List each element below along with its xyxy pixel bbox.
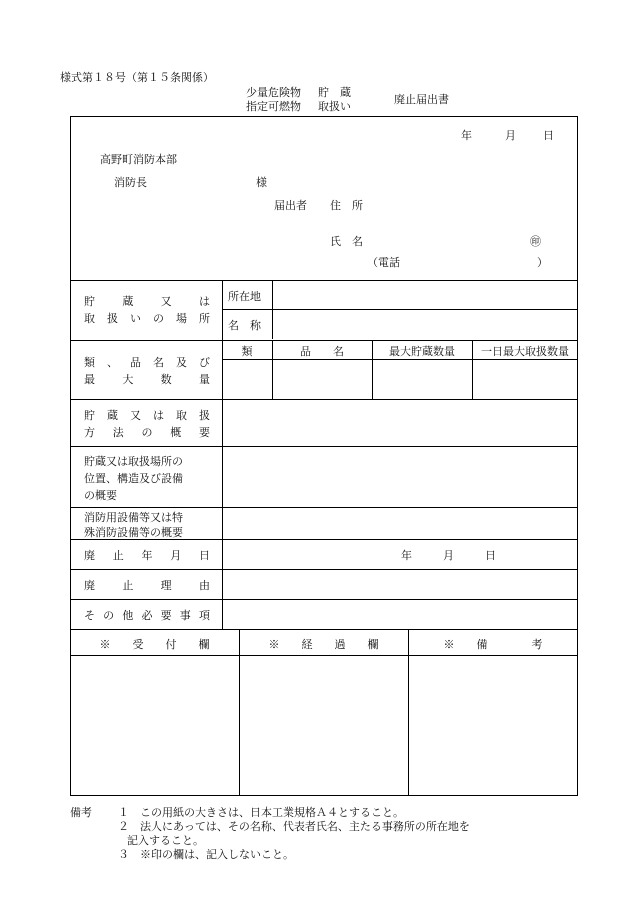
product-name-value[interactable]: [274, 362, 370, 397]
location-label: 所在地: [228, 290, 261, 303]
note-num: ３: [118, 848, 129, 861]
title-kind-1: 少量危険物: [246, 86, 301, 99]
remarks-header: ※ 備 考: [443, 638, 543, 651]
type-label-line2: 最 大 数 量: [84, 373, 210, 386]
address-label: 住 所: [330, 199, 363, 212]
note-num: １: [118, 806, 129, 819]
notifier-label: 届出者: [274, 199, 307, 212]
honorific: 様: [256, 176, 267, 189]
facility-label-line2: 位置、構造及び設備: [84, 472, 183, 485]
title-action-1: 貯 蔵: [318, 86, 351, 99]
col-product-name: 品 名: [300, 345, 344, 358]
max-daily-value[interactable]: [474, 362, 576, 397]
place-label-line2: 取 扱 い の 場 所: [84, 312, 210, 325]
location-value[interactable]: [275, 283, 575, 307]
title-suffix: 廃止届出書: [394, 93, 449, 106]
fire-label-line2: 殊消防設備等の概要: [84, 526, 183, 539]
other-label: そ の 他 必 要 事 項: [84, 609, 210, 622]
fire-equipment-value[interactable]: [225, 510, 575, 537]
chief-title: 消防長: [114, 176, 147, 189]
notes-label: 備考: [70, 806, 92, 819]
abolish-reason-value[interactable]: [225, 572, 575, 597]
progress-header: ※ 経 過 欄: [268, 638, 379, 651]
name-label: 氏 名: [330, 235, 363, 248]
type-label-line1: 類 、 品 名 及 び: [84, 356, 210, 369]
method-label-line1: 貯 蔵 又 は 取 扱: [84, 409, 210, 422]
note-text: 記入すること。: [127, 834, 204, 847]
seal-mark: ㊞: [530, 235, 541, 248]
office-name: 高野町消防本部: [100, 153, 177, 166]
phone-close: ）: [537, 256, 548, 269]
note-text: 法人にあっては、その名称、代表者氏名、主たる事務所の所在地を: [140, 820, 470, 833]
method-value[interactable]: [225, 402, 575, 444]
facility-label-line3: の概要: [84, 489, 117, 502]
note-num: ２: [118, 820, 129, 833]
note-text: この用紙の大きさは、日本工業規格Ａ４とすること。: [140, 806, 404, 819]
max-storage-value[interactable]: [374, 362, 470, 397]
col-max-daily: 一日最大取扱数量: [481, 345, 569, 358]
abolish-day: 日: [485, 549, 496, 562]
date-month: 月: [505, 129, 516, 142]
col-type: 類: [241, 345, 253, 358]
form-number: 様式第１８号（第１５条関係）: [60, 71, 214, 84]
abolish-date-label: 廃 止 年 月 日: [84, 549, 210, 562]
type-value[interactable]: [224, 362, 270, 397]
note-text: ※印の欄は、記入しないこと。: [140, 848, 294, 861]
title-action-2: 取扱い: [318, 100, 351, 113]
other-value[interactable]: [225, 602, 575, 627]
abolish-reason-label: 廃 止 理 由: [84, 579, 210, 592]
name-field-label: 名 称: [228, 319, 261, 332]
place-label-line1: 貯 蔵 又 は: [84, 295, 210, 308]
facility-value[interactable]: [225, 449, 575, 505]
date-day: 日: [543, 129, 554, 142]
title-kind-2: 指定可燃物: [246, 100, 301, 113]
facility-label-line1: 貯蔵又は取扱場所の: [84, 455, 183, 468]
abolish-month: 月: [443, 549, 454, 562]
col-max-storage: 最大貯蔵数量: [389, 345, 455, 358]
method-label-line2: 方 法 の 概 要: [84, 426, 210, 439]
facility-name-value[interactable]: [275, 312, 575, 338]
date-year: 年: [461, 129, 472, 142]
reception-header: ※ 受 付 欄: [99, 638, 210, 651]
phone-open: （電話: [367, 256, 400, 269]
fire-label-line1: 消防用設備等又は特: [84, 511, 183, 524]
abolish-year: 年: [401, 549, 412, 562]
